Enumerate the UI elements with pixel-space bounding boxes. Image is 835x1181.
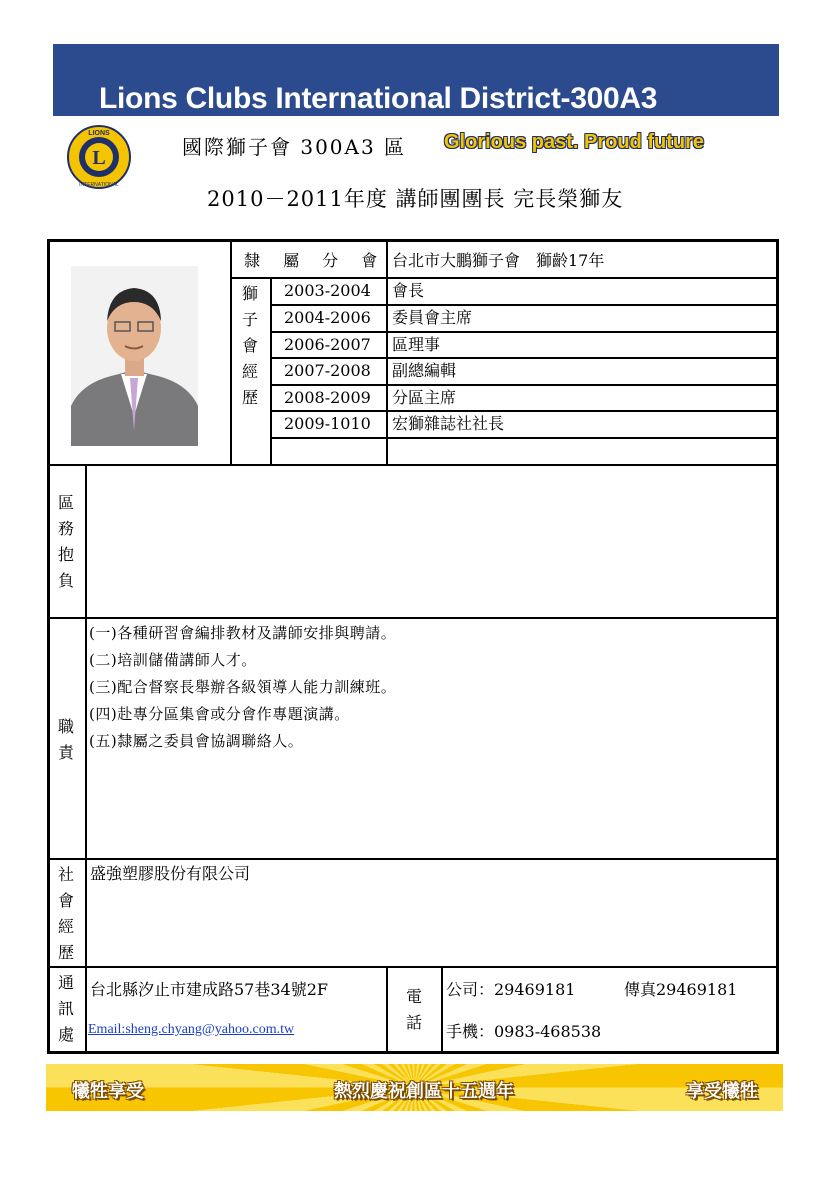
col-divider (270, 277, 272, 465)
logo-text-top: LIONS (88, 130, 110, 137)
affiliation-value: 台北市大鵬獅子會 獅齡17年 (392, 251, 605, 270)
row-divider (271, 331, 779, 333)
history-period: 2008-2009 (284, 388, 371, 407)
phone-label: 電 話 (405, 987, 422, 1032)
mobile-phone: 手機：0983-468538 (446, 1022, 602, 1041)
col-divider (230, 239, 232, 465)
col-divider (386, 239, 388, 465)
history-period: 2007-2008 (284, 361, 371, 380)
duty-item: (三)配合督察長舉辦各級領導人能力訓練班。 (89, 678, 397, 696)
contact-label: 通 訊 處 (57, 973, 74, 1044)
history-label: 獅 子 會 經 歷 (241, 284, 258, 407)
affiliation-label: 隸 屬 分 會 (244, 251, 387, 270)
duties-label: 職 責 (57, 717, 74, 762)
col-divider (386, 966, 388, 1054)
row-divider (47, 464, 779, 466)
social-content: 盛強塑膠股份有限公司 (90, 864, 251, 883)
footer-banner (46, 1064, 783, 1111)
banner-title: Lions Clubs International District-300A3 (99, 82, 658, 115)
history-role: 分區主席 (392, 388, 457, 407)
row-divider (271, 384, 779, 386)
header-banner (53, 44, 779, 116)
history-role: 宏獅雜誌社社長 (392, 414, 505, 433)
org-name: 國際獅子會 300A3 區 (182, 135, 407, 159)
history-role: 委員會主席 (392, 308, 473, 327)
history-period: 2009-1010 (284, 414, 371, 433)
history-period: 2004-2006 (284, 308, 371, 327)
logo-text-bottom: INTERNATIONAL (79, 182, 119, 188)
history-period: 2006-2007 (284, 335, 371, 354)
row-divider (47, 858, 779, 860)
row-divider (271, 410, 779, 412)
history-role: 區理事 (392, 335, 441, 354)
footer-center: 熱烈慶祝創區十五週年 (334, 1081, 514, 1102)
row-divider (271, 437, 779, 439)
duty-item: (四)赴專分區集會或分會作專題演講。 (89, 705, 350, 723)
col-divider (85, 464, 87, 1054)
logo-letter: L (92, 147, 106, 169)
row-divider (47, 617, 779, 619)
duty-item: (二)培訓儲備講師人才。 (89, 651, 257, 669)
history-role: 會長 (392, 281, 425, 300)
social-label: 社 會 經 歷 (57, 865, 74, 962)
contact-address: 台北縣汐止市建成路57巷34號2F (90, 980, 329, 999)
vision-label: 區 務 抱 負 (57, 493, 74, 590)
lions-logo (64, 124, 134, 190)
duty-item: (一)各種研習會編排教材及講師安排與聘請。 (89, 624, 397, 642)
fax-number: 傳真29469181 (624, 980, 738, 999)
history-role: 副總編輯 (392, 361, 457, 380)
page-title: 2010－2011年度 講師團團長 完長榮獅友 (207, 187, 624, 211)
member-photo (71, 266, 198, 446)
history-period: 2003-2004 (284, 281, 371, 300)
slogan: Glorious past. Proud future (444, 131, 705, 153)
row-divider (47, 966, 779, 968)
duty-item: (五)隸屬之委員會協調聯絡人。 (89, 732, 304, 750)
row-divider (231, 277, 779, 279)
col-divider (441, 966, 443, 1054)
footer-left: 犧牲享受 (72, 1081, 144, 1102)
footer-right: 享受犧牲 (686, 1081, 758, 1102)
row-divider (271, 357, 779, 359)
email-link[interactable]: Email:sheng.chyang@yahoo.com.tw (88, 1022, 295, 1037)
row-divider (271, 304, 779, 306)
office-phone: 公司：29469181 (446, 980, 576, 999)
